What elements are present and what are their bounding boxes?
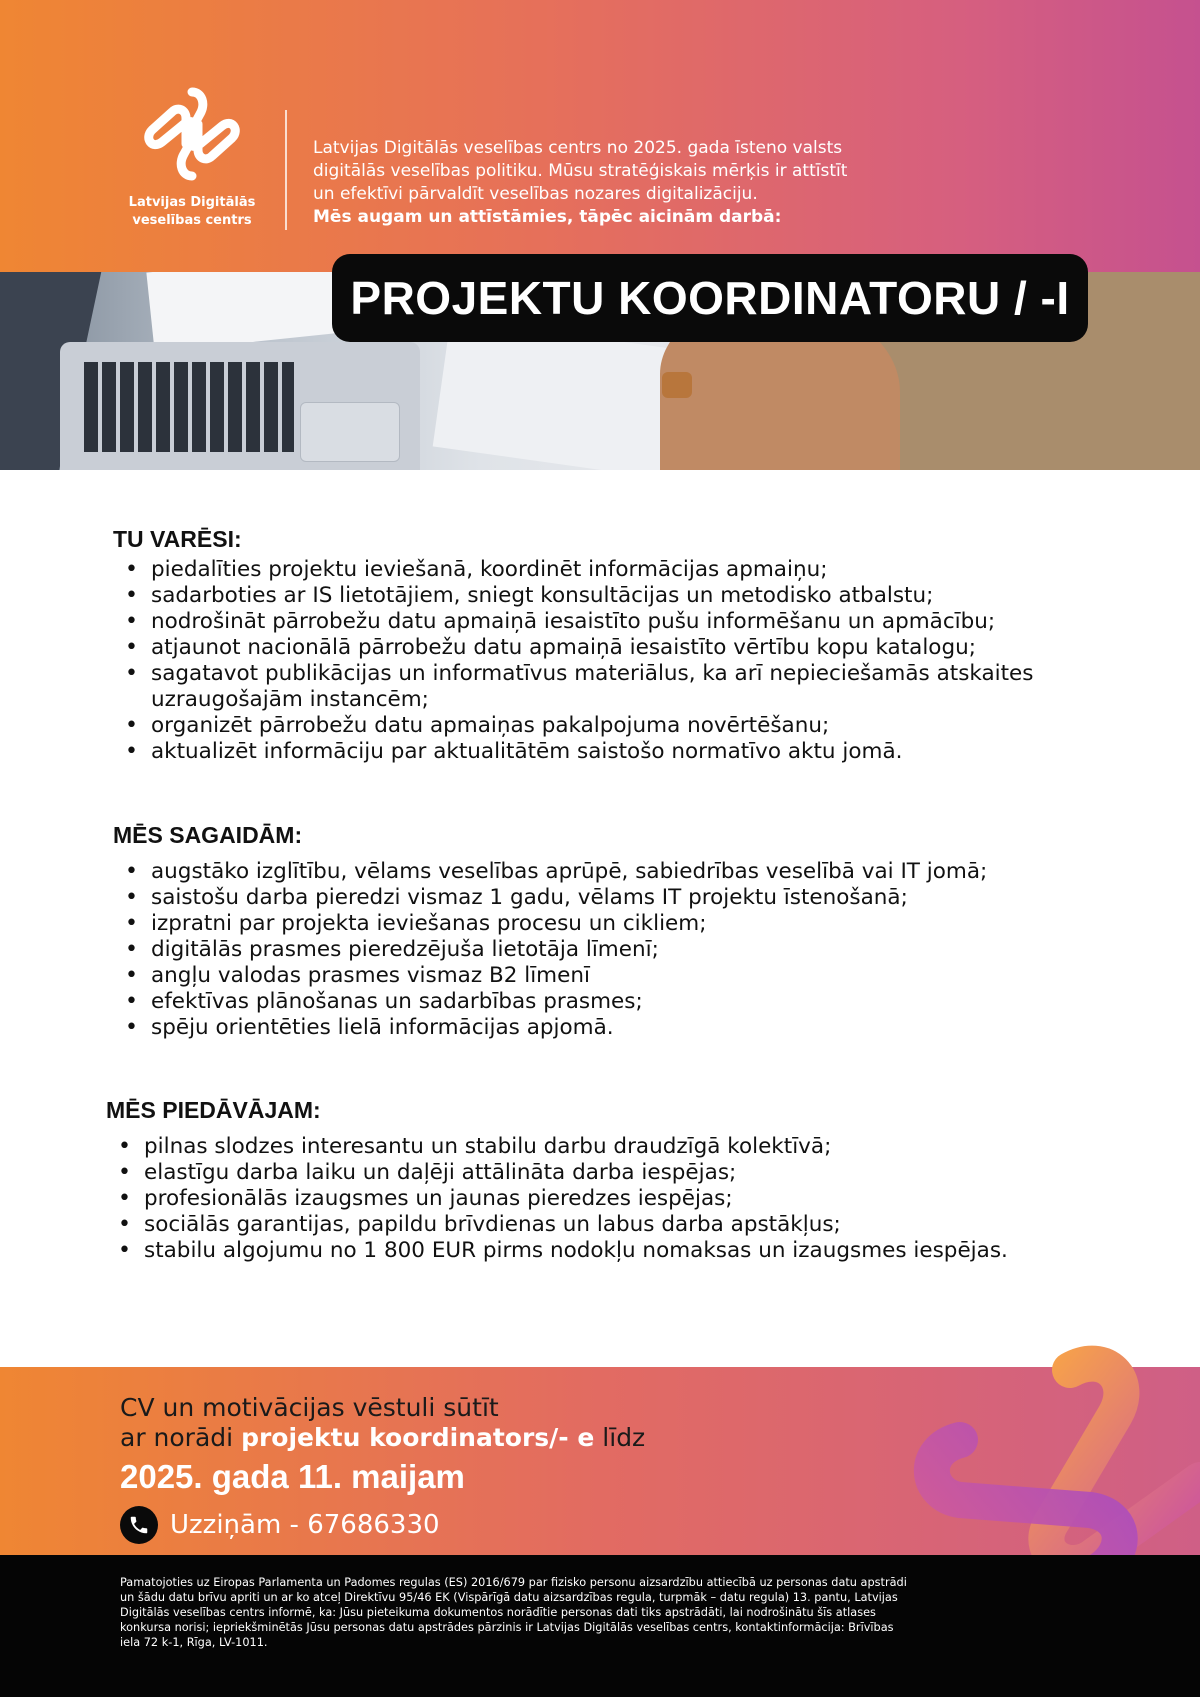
list-item: • spēju orientēties lielā informācijas apjomā.	[113, 1015, 1073, 1041]
section-heading: TU VARĒSI:	[113, 526, 242, 552]
requirements-list	[113, 859, 1073, 1041]
intro-line: un efektīvi pārvaldīt veselības nozares digitalizāciju.	[313, 184, 758, 204]
list-item: • pilnas slodzes interesantu un stabilu darbu draudzīgā kolektīvā;	[106, 1134, 1066, 1160]
application-deadline: 2025. gada 11. maijam	[120, 1458, 465, 1495]
cta-line-1: CV un motivācijas vēstuli sūtīt	[120, 1393, 499, 1422]
list-item: • aktualizēt informāciju par aktualitātēm saistošo normatīvo aktu jomā.	[113, 739, 1073, 765]
application-instructions	[120, 1393, 645, 1453]
intro-line: digitālās veselības politiku. Mūsu stratēģiskais mērķis ir attīstīt	[313, 161, 848, 181]
list-item: • sagatavot publikācijas un informatīvus materiālus, ka arī nepieciešamās atskaites uzraugošajām instancēm;	[113, 661, 1073, 713]
job-title-box	[332, 254, 1088, 342]
list-item: • digitālās prasmes pieredzējuša lietotāja līmenī;	[113, 937, 1073, 963]
cta-pre: ar norādi	[120, 1423, 234, 1452]
list-item: • piedalīties projektu ieviešanā, koordinēt informācijas apmaiņu;	[113, 557, 1073, 583]
list-item: • organizēt pārrobežu datu apmaiņas pakalpojuma novērtēšanu;	[113, 713, 1073, 739]
photo-paper	[146, 272, 353, 352]
list-item: • sadarboties ar IS lietotājiem, sniegt konsultācijas un metodisko atbalstu;	[113, 583, 1073, 609]
section-tu-varesi	[113, 526, 1073, 765]
list-item: • nodrošināt pārrobežu datu apmaiņā iesaistīto pušu informēšanu un apmācību;	[113, 609, 1073, 635]
legal-notice: Pamatojoties uz Eiropas Parlamenta un Padomes regulas (ES) 2016/679 par fizisko personu aizsardzību attiecībā uz personas datu apstrādi un šādu datu brīvu apriti un ar ko atceļ Direktīvu 95/46 EK (Vispārīgā datu aizsardzības regula, turpmāk – datu regula) 13. pantu, Latvijas Digitālās veselības centrs informē, ka: Jūsu pieteikuma dokumentos norādītie personas dati tiks apstrādāti, lai nodrošinātu šīs atlases konkursa norisi; iepriekšminētās Jūsu personas datu apstrādes pārzinis ir Latvijas Digitālās veselības centrs, kontaktinformācija: Brīvības iela 72 k-1, Rīga, LV-1011.	[120, 1576, 907, 1649]
duties-list	[113, 557, 1073, 765]
phone-icon-wrapper	[120, 1506, 158, 1544]
offer-list	[106, 1134, 1066, 1264]
section-heading: MĒS PIEDĀVĀJAM:	[106, 1097, 321, 1123]
header-banner	[0, 0, 1200, 272]
contact-phone[interactable]	[120, 1506, 440, 1544]
header-divider	[285, 110, 287, 230]
organization-logo	[128, 84, 256, 230]
list-item: • elastīgu darba laiku un daļēji attālināta darba iespējas;	[106, 1160, 1066, 1186]
list-item: • sociālās garantijas, papildu brīvdienas un labus darba apstākļus;	[106, 1212, 1066, 1238]
photo-touchpad	[300, 402, 400, 462]
list-item: • profesionālās izaugsmes un jaunas pieredzes iespējas;	[106, 1186, 1066, 1212]
section-heading: MĒS SAGAIDĀM:	[113, 822, 303, 848]
phone-text: Uzziņām - 67686330	[170, 1510, 440, 1540]
phone-icon	[128, 1514, 150, 1536]
list-item: • atjaunot nacionālā pārrobežu datu apmaiņā iesaistīto vērtību kopu katalogu;	[113, 635, 1073, 661]
list-item: • stabilu algojumu no 1 800 EUR pirms nodokļu nomaksas un izaugsmes iespējas.	[106, 1238, 1066, 1264]
cta-post: līdz	[602, 1423, 646, 1452]
list-item: • efektīvas plānošanas un sadarbības prasmes;	[113, 989, 1073, 1015]
logo-star-icon	[142, 84, 242, 184]
cta-line-2	[120, 1423, 645, 1453]
list-item: • angļu valodas prasmes vismaz B2 līmenī	[113, 963, 1073, 989]
logo-text	[128, 194, 256, 230]
photo-keyboard	[84, 362, 294, 452]
list-item: • saistošu darba pieredzi vismaz 1 gadu, vēlams IT projektu īstenošanā;	[113, 885, 1073, 911]
section-mes-piedavajam	[106, 1097, 1066, 1264]
cta-position-name: projektu koordinators/- e	[241, 1423, 595, 1452]
intro-line: Latvijas Digitālās veselības centrs no 2025. gada īsteno valsts	[313, 138, 843, 158]
photo-watch	[662, 372, 692, 398]
logo-line-1: Latvijas Digitālās	[128, 195, 256, 210]
intro-text	[313, 137, 883, 229]
intro-call-to-action: Mēs augam un attīstāmies, tāpēc aicinām darbā:	[313, 207, 782, 227]
list-item: • izpratni par projekta ieviešanas procesu un cikliem;	[113, 911, 1073, 937]
logo-line-2: veselības centrs	[132, 213, 252, 228]
list-item: • augstāko izglītību, vēlams veselības aprūpē, sabiedrības veselībā vai IT jomā;	[113, 859, 1073, 885]
section-mes-sagaidam	[113, 822, 1073, 1041]
job-title: PROJEKTU KOORDINATORU / -I	[350, 272, 1070, 324]
